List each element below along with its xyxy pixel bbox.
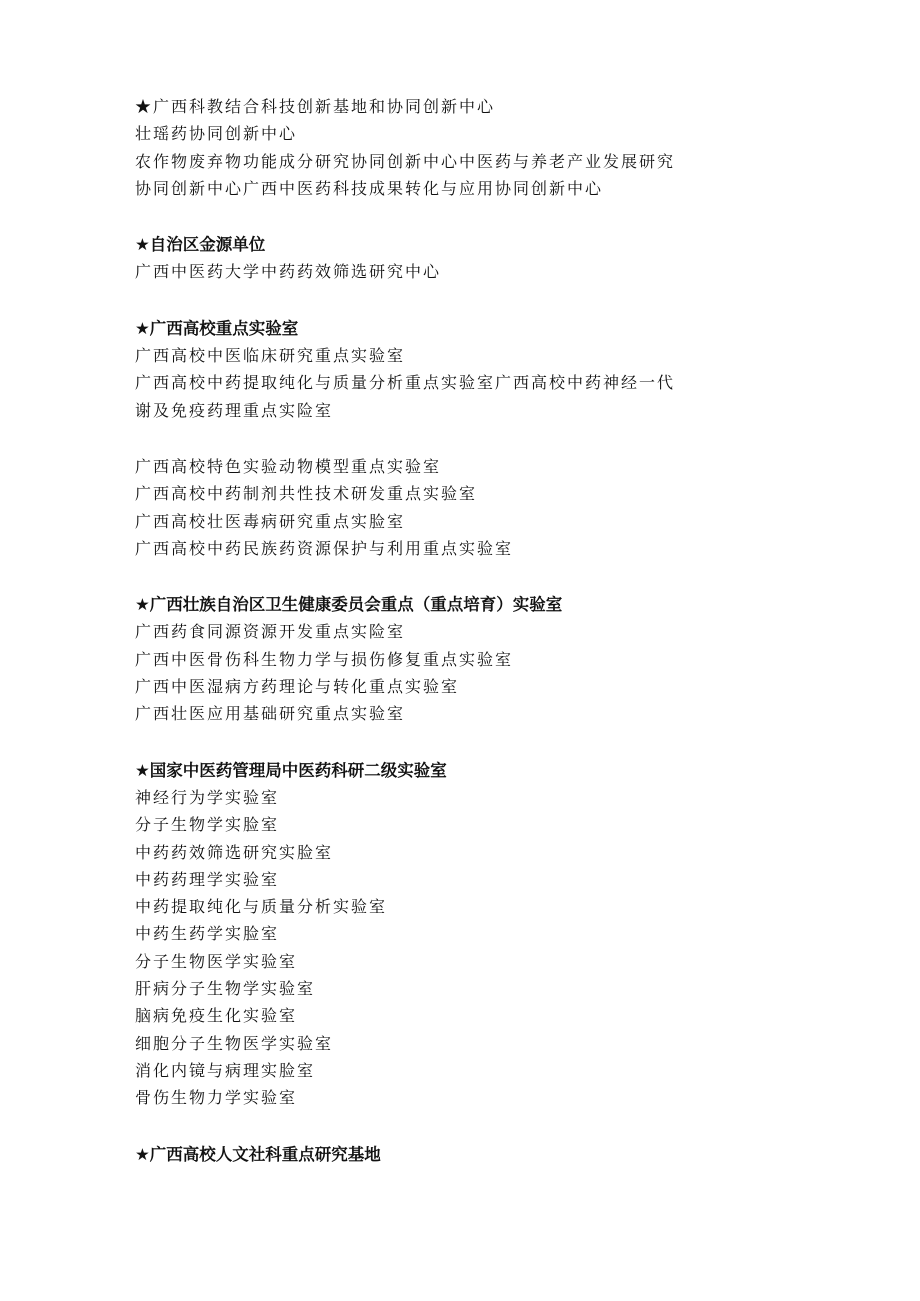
spacer (135, 728, 855, 757)
list-item: 消化内镜与病理实脸室 (135, 1060, 316, 1080)
list-item: 广西壮医应用基础研究重点实验室 (135, 704, 406, 724)
list-item: 肝病分子生物学实验室 (135, 979, 316, 999)
list-item: 广西高校中药提取纯化与质量分析重点实验室广西高校中药神经一代 (135, 373, 676, 393)
list-item: 分子生物学实脸室 (135, 815, 280, 835)
spacer (135, 202, 855, 231)
spacer (135, 286, 855, 315)
section-heading: ★广西高校重点实验室 (135, 318, 299, 338)
list-item: 中药提取纯化与质量分析实验室 (135, 897, 388, 917)
section-golden-units (135, 231, 855, 286)
section-heading: ★自治区金源单位 (135, 235, 266, 255)
list-item: 广西高校中药制剂共性技术研发重点实验室 (135, 484, 478, 504)
list-item: 广西高校壮医毒病研究重点实脸室 (135, 511, 406, 531)
spacer (135, 562, 855, 591)
section-university-key-labs (135, 315, 855, 424)
list-item: 神经行为学实验室 (135, 787, 280, 807)
list-item: 壮瑶药协同创新中心 (135, 124, 298, 144)
list-item: 脑病免疫生化实验室 (135, 1006, 298, 1026)
section-heading: ★广西壮族自治区卫生健康委员会重点（重点培育）实验室 (135, 595, 563, 615)
section-heading: ★国家中医药管理局中医药科研二级实验室 (135, 760, 447, 780)
document-page (135, 93, 855, 1168)
list-item: 谢及免疫药理重点实险室 (135, 400, 334, 420)
list-item: 中药药效筛选研究实脸室 (135, 842, 334, 862)
section-innovation-centers (135, 93, 855, 202)
spacer (135, 1112, 855, 1141)
section-tcm-secondary-labs (135, 757, 855, 1112)
section-heading: ★广西高校人文社科重点研究基地 (135, 1144, 381, 1164)
list-item: 细胞分子生物医学实验室 (135, 1033, 334, 1053)
list-item: 协同创新中心广西中医药科技成果转化与应用协同创新中心 (135, 178, 604, 198)
list-item: 广西中医湿病方药理论与转化重点实验室 (135, 677, 460, 697)
list-item: 广西高校中医临床研究重点实验室 (135, 346, 406, 366)
section-heading: ★广西科教结合科技创新基地和协同创新中心 (135, 97, 496, 116)
list-item: 广西高校中药民族药资源保护与利用重点实验室 (135, 538, 514, 558)
list-item: 广西中医药大学中药药效筛选研究中心 (135, 262, 442, 282)
section-humanities-research-bases (135, 1141, 855, 1168)
section-health-commission-labs (135, 591, 855, 727)
list-item: 广西中医骨伤科生物力学与损伤修复重点实验室 (135, 649, 514, 669)
list-item: 中药药理学实验室 (135, 869, 280, 889)
list-item: 骨伤生物力学实验室 (135, 1088, 298, 1108)
list-item: 中药生药学实脸室 (135, 924, 280, 944)
list-item: 广西药食同源资源开发重点实险室 (135, 622, 406, 642)
list-item: 农作物废弃物功能成分研究协同创新中心中医药与养老产业发展研究 (135, 151, 676, 171)
spacer (135, 424, 855, 453)
list-item: 分子生物医学实验室 (135, 951, 298, 971)
section-university-key-labs-continued (135, 453, 855, 562)
list-item: 广西高校特色实验动物模型重点实验室 (135, 456, 442, 476)
